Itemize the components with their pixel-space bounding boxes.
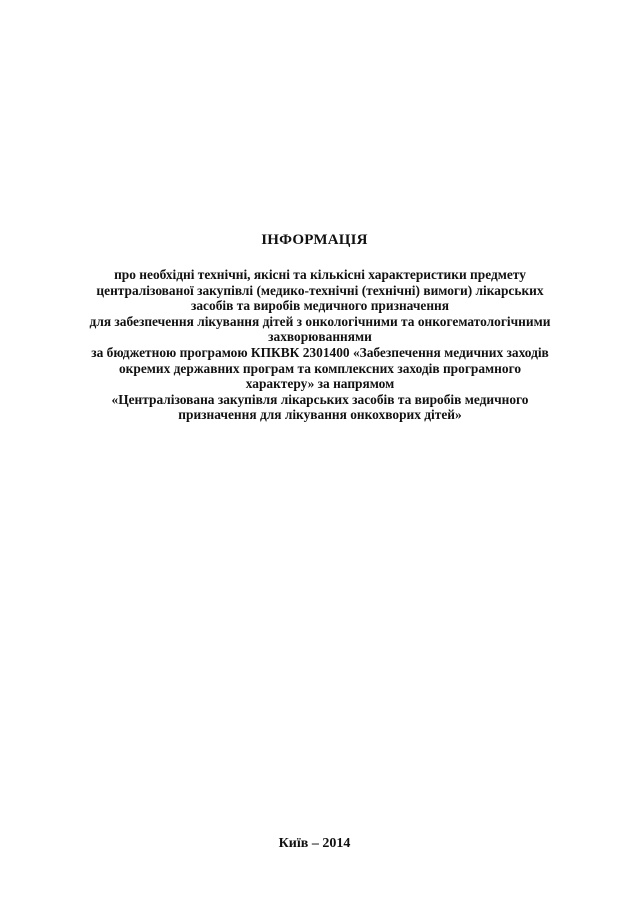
document-title: ІНФОРМАЦІЯ [261,232,368,248]
subtitle-line: засобів та виробів медичного призначення [190,298,449,314]
subtitle-line: за бюджетною програмою КПКВК 2301400 «Забезпечення медичних заходів [91,344,549,360]
subtitle-line: «Централізована закупівля лікарських засобів та виробів медичного [111,391,529,407]
subtitle-line: централізованої закупівлі (медико-технічні (технічні) вимоги) лікарських [96,282,544,298]
document-footer-place-year: Київ – 2014 [278,836,351,851]
subtitle-line: для забезпечення лікування дітей з онкологічними та онкогематологічними [89,313,551,329]
subtitle-line: призначення для лікування онкохворих дітей» [178,407,462,423]
subtitle-line: окремих державних програм та комплексних заходів програмного [118,360,522,376]
subtitle-line: характеру» за напрямом [245,376,395,392]
document-subtitle [40,267,600,423]
subtitle-line: про необхідні технічні, якісні та кількісні характеристики предмету [114,267,526,282]
subtitle-line: захворюваннями [268,329,372,345]
